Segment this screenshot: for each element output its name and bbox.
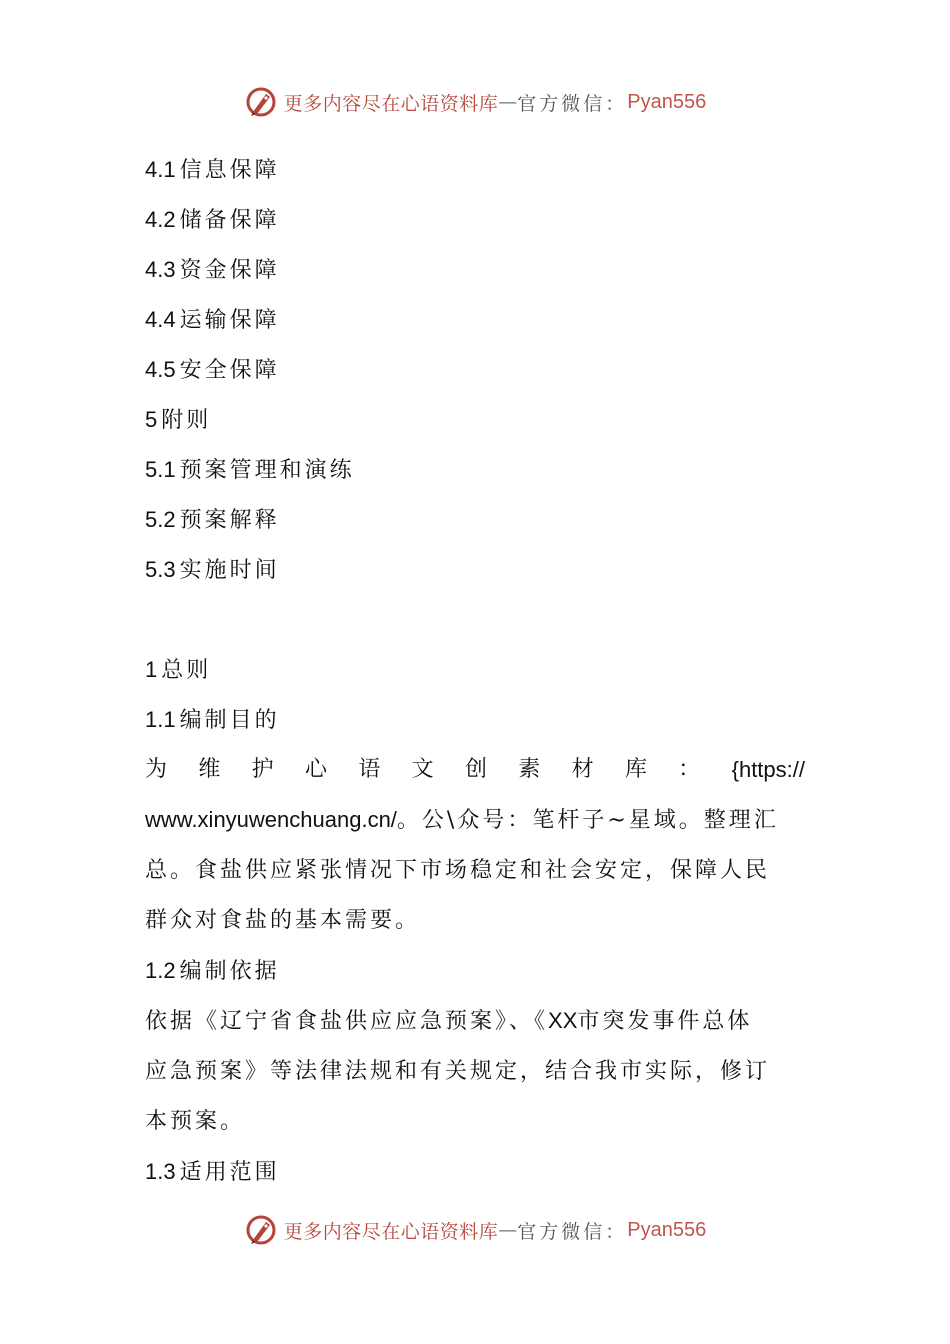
toc-item: 4.5 安全保障 bbox=[145, 357, 280, 383]
footer-wechat-label: 官方微信： bbox=[517, 1220, 628, 1243]
subsection-heading: 1.3 适用范围 bbox=[145, 1159, 280, 1185]
footer-banner bbox=[0, 1210, 950, 1250]
document-body bbox=[145, 145, 805, 1197]
pen-nib-logo-icon bbox=[244, 1213, 278, 1247]
footer-wechat-id: Pyan556 bbox=[627, 1218, 707, 1241]
subsection-heading: 1.1 编制目的 bbox=[145, 707, 280, 733]
header-separator: — bbox=[498, 91, 518, 113]
toc-item: 5.3 实施时间 bbox=[145, 557, 280, 583]
toc-item: 4.2 储备保障 bbox=[145, 207, 280, 233]
toc-item: 4.1 信息保障 bbox=[145, 157, 280, 183]
toc-item: 5 附则 bbox=[145, 407, 212, 433]
footer-slogan: 更多内容尽在心语资料库 bbox=[283, 1220, 499, 1243]
header-wechat-label: 官方微信： bbox=[517, 92, 628, 115]
paragraph-line: 为 维 护 心 语 文 创 素 材 库 ： {https:// bbox=[145, 757, 805, 782]
subsection-heading: 1.2 编制依据 bbox=[145, 958, 280, 984]
paragraph-line: 应急预案》等法律法规和有关规定，结合我市实际，修订 bbox=[145, 1059, 771, 1084]
toc-item: 5.1 预案管理和演练 bbox=[145, 457, 355, 483]
header-wechat-id: Pyan556 bbox=[627, 90, 707, 113]
header-banner bbox=[0, 82, 950, 122]
paragraph-line: 总。食盐供应紧张情况下市场稳定和社会安定，保障人民 bbox=[145, 858, 771, 883]
toc-item: 4.4 运输保障 bbox=[145, 307, 280, 333]
header-slogan: 更多内容尽在心语资料库 bbox=[283, 92, 499, 115]
paragraph-line: www.xinyuwenchuang.cn/。公\众号：笔杆子~星域。整理汇 bbox=[145, 807, 779, 833]
section-heading: 1 总则 bbox=[145, 657, 212, 683]
pen-nib-logo-icon bbox=[244, 85, 278, 119]
paragraph-line: 群众对食盐的基本需要。 bbox=[145, 908, 421, 933]
toc-item: 5.2 预案解释 bbox=[145, 507, 280, 533]
paragraph-line: 依据《辽宁省食盐供应应急预案》、《XX市突发事件总体 bbox=[145, 1008, 753, 1034]
spacer bbox=[145, 595, 805, 645]
footer-separator: — bbox=[498, 1219, 518, 1241]
toc-item: 4.3 资金保障 bbox=[145, 257, 280, 283]
paragraph-line: 本预案。 bbox=[145, 1109, 246, 1134]
